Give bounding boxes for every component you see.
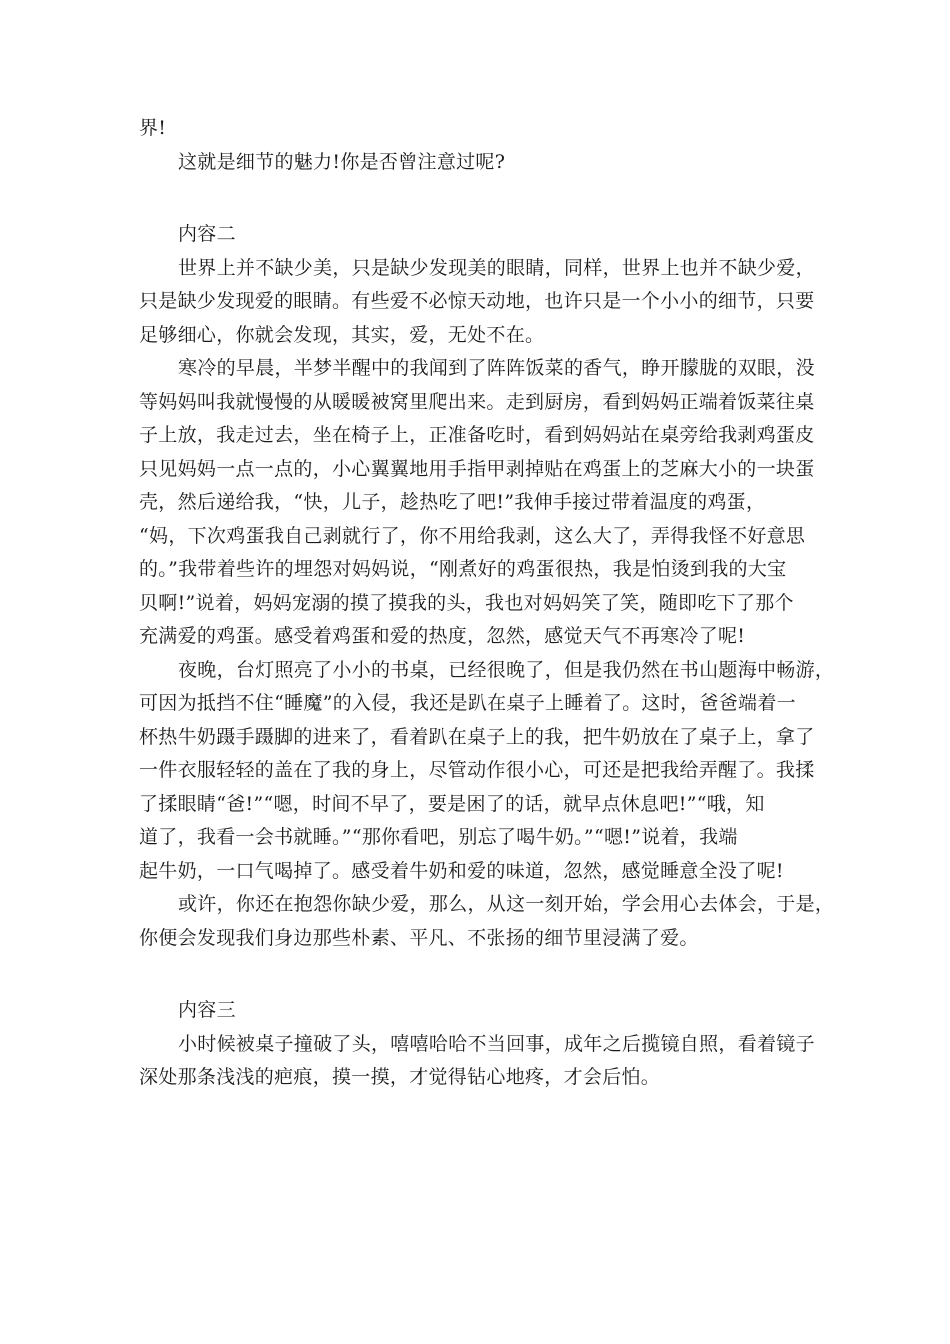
- paragraph-line: 道了，我看一会书就睡。”“那你看吧，别忘了喝牛奶。”“嗯!”说着，我端: [139, 826, 738, 848]
- paragraph-line: 等妈妈叫我就慢慢的从暖暖被窝里爬出来。走到厨房，看到妈妈正端着饭菜往桌: [139, 390, 815, 413]
- paragraph-line: 起牛奶，一口气喝掉了。感受着牛奶和爱的味道，忽然，感觉睡意全没了呢!: [139, 859, 784, 882]
- paragraph-line: 的。”我带着些许的埋怨对妈妈说，“刚煮好的鸡蛋很热，我是怕烫到我的大宝: [139, 558, 787, 580]
- paragraph-line: 可因为抵挡不住“睡魔”的入侵，我还是趴在桌子上睡着了。这时，爸爸端着一: [139, 692, 796, 714]
- paragraph-line: 只是缺少发现爱的眼睛。有些爱不必惊天动地，也许只是一个小小的细节，只要: [139, 290, 815, 312]
- paragraph-line: “妈，下次鸡蛋我自己剥就行了，你不用给我剥，这么大了，弄得我怪不好意思: [139, 524, 806, 547]
- paragraph-line: 这就是细节的魅力!你是否曾注意过呢?: [178, 150, 506, 173]
- paragraph-line: 了揉眼睛“爸!”“嗯，时间不早了，要是困了的话，就早点休息吧!”“哦，知: [139, 792, 765, 815]
- document-page: [139, 112, 835, 1095]
- paragraph-line: 你便会发现我们身边那些朴素、平凡、不张扬的细节里浸满了爱。: [139, 926, 699, 949]
- paragraph-line: 贝啊!”说着，妈妈宠溺的摸了摸我的头，我也对妈妈笑了笑，随即吃下了那个: [139, 591, 794, 614]
- paragraph-line: 只见妈妈一点一点的，小心翼翼地用手指甲剥掉贴在鸡蛋上的芝麻大小的一块蛋: [139, 457, 815, 480]
- paragraph-line: 深处那条浅浅的疤痕，摸一摸，才觉得钻心地疼，才会后怕。: [139, 1066, 661, 1088]
- paragraph-line: 或许，你还在抱怨你缺少爱，那么，从这一刻开始，学会用心去体会，于是，: [178, 893, 835, 915]
- paragraph-line: 世界上并不缺少美，只是缺少发现美的眼睛，同样，世界上也并不缺少爱，: [178, 256, 815, 279]
- paragraph-line: 寒冷的早晨，半梦半醒中的我闻到了阵阵饭菜的香气，睁开朦胧的双眼，没: [178, 357, 815, 379]
- paragraph-line: 一件衣服轻轻的盖在了我的身上，尽管动作很小心，可还是把我给弄醒了。我揉: [139, 759, 815, 781]
- paragraph-line: 杯热牛奶蹑手蹑脚的进来了，看着趴在桌子上的我，把牛奶放在了桌子上，拿了: [139, 725, 815, 748]
- paragraph-line: 足够细心，你就会发现，其实，爱，无处不在。: [139, 323, 545, 346]
- section-gap: [139, 179, 819, 218]
- paragraph-line: 小时候被桌子撞破了头，嘻嘻哈哈不当回事，成年之后揽镜自照，看着镜子: [178, 1032, 815, 1055]
- paragraph-line: 充满爱的鸡蛋。感受着鸡蛋和爱的热度，忽然，感觉天气不再寒冷了呢!: [139, 625, 746, 647]
- paragraph-line: 界!: [139, 117, 167, 139]
- section-gap: [139, 955, 819, 994]
- paragraph-line: 夜晚，台灯照亮了小小的书桌，已经很晚了，但是我仍然在书山题海中畅游，: [178, 658, 835, 681]
- paragraph-line: 壳，然后递给我，“快，儿子，趁热吃了吧!”我伸手接过带着温度的鸡蛋，: [139, 491, 766, 513]
- section-heading: 内容三: [178, 999, 236, 1021]
- paragraph-line: 子上放，我走过去，坐在椅子上，正准备吃时，看到妈妈站在桌旁给我剥鸡蛋皮: [139, 424, 815, 446]
- section-heading: 内容二: [178, 223, 236, 245]
